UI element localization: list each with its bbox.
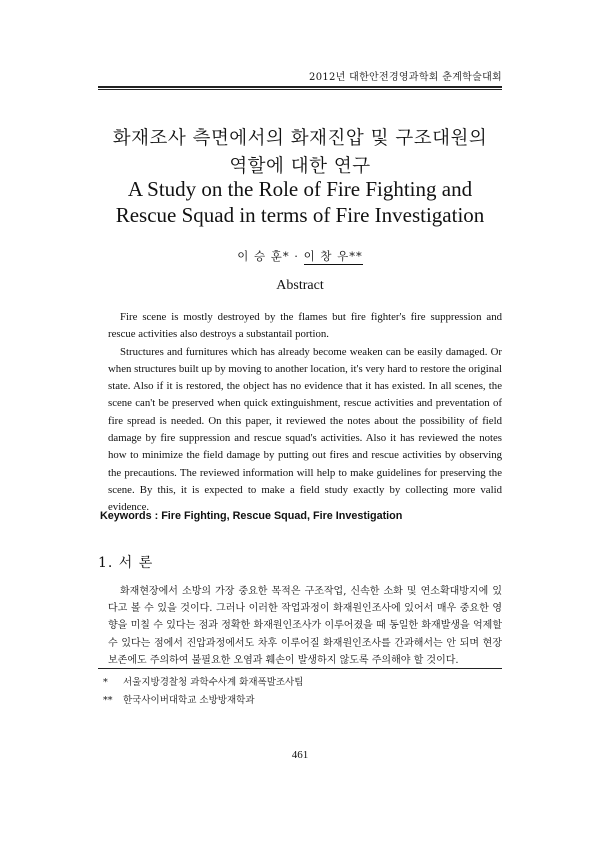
running-header: 2012년 대한안전경영과학회 춘계학술대회 bbox=[309, 72, 502, 83]
section-body bbox=[108, 583, 502, 669]
abstract-paragraph: Fire scene is mostly destroyed by the flames but fire fighter's fire suppression and rescue activities also destroys a substantail portion. bbox=[108, 311, 502, 341]
english-title-line-2: Rescue Squad in terms of Fire Investigation bbox=[115, 203, 485, 227]
author-2: 이 창 우** bbox=[303, 249, 363, 263]
author-separator: · bbox=[294, 249, 299, 263]
korean-title-line-1: 화재조사 측면에서의 화재진압 및 구조대원의 bbox=[112, 128, 488, 149]
abstract-body bbox=[108, 309, 502, 517]
korean-title-line-2: 역할에 대한 연구 bbox=[229, 156, 371, 177]
body-paragraph: 화재현장에서 소방의 가장 중요한 목적은 구조작업, 신속한 소화 및 연소확대방지에 있다고 볼 수 있을 것이다. 그러나 이러한 작업과정이 화재원인조사에 있어서 매우 중요한 영향을 미칠 수 있다는 점과 정확한 화재원인조사가 이루어졌을 때 동일한 화재발생을 억제할 수 있다는 점에서 진압과정에서도 차후 이루어질 화재원인조사를 간과해서는 안 되며 현장보존에도 주의하여 불필요한 오염과 훼손이 발생하지 않도록 주의해야 할 것이다. bbox=[108, 586, 502, 666]
footnote-mark: ** bbox=[103, 695, 113, 706]
footnote-item bbox=[103, 674, 303, 692]
header-rule bbox=[98, 86, 502, 90]
english-title-line-1: A Study on the Role of Fire Fighting and bbox=[127, 177, 473, 201]
footnote-text: 서울지방경찰청 과학수사계 화재폭발조사팀 bbox=[123, 677, 304, 688]
footnotes bbox=[103, 674, 303, 710]
section-heading: 1. 서 론 bbox=[98, 555, 154, 571]
author-1: 이 승 훈* bbox=[237, 249, 290, 263]
abstract-heading: Abstract bbox=[276, 278, 324, 293]
footnote-text: 한국사이버대학교 소방방재학과 bbox=[123, 695, 255, 706]
footnote-mark: * bbox=[103, 677, 108, 688]
footnote-item bbox=[103, 692, 303, 710]
author-line bbox=[0, 248, 600, 264]
keywords-line: Keywords : Fire Fighting, Rescue Squad, Fire Investigation bbox=[100, 510, 403, 522]
page-number: 461 bbox=[291, 749, 309, 761]
footnote-rule bbox=[98, 668, 502, 669]
abstract-paragraph: Structures and furnitures which has already become weaken can be easily damaged. Or when structures built up by moving to another location, it's very hard to restore the original state. Also if it is restored, the object has no evidence that it has existed. In all scenes, the scene can't be preserved when quick extinguishment, rescue activities and preventation of fire spread is needed. On this paper, it reviewed the notes about the possibility of field damage by fire suppression and rescue squad's activities. Also it has reviewed the notes how to minimize the field damage by putting out fires and rescue activities by observing the precautions. The reviewed information will help to make guidelines for preserving the scene. By this, it is expected to make a field study exactly by collecting more valid evidence. bbox=[108, 345, 502, 514]
